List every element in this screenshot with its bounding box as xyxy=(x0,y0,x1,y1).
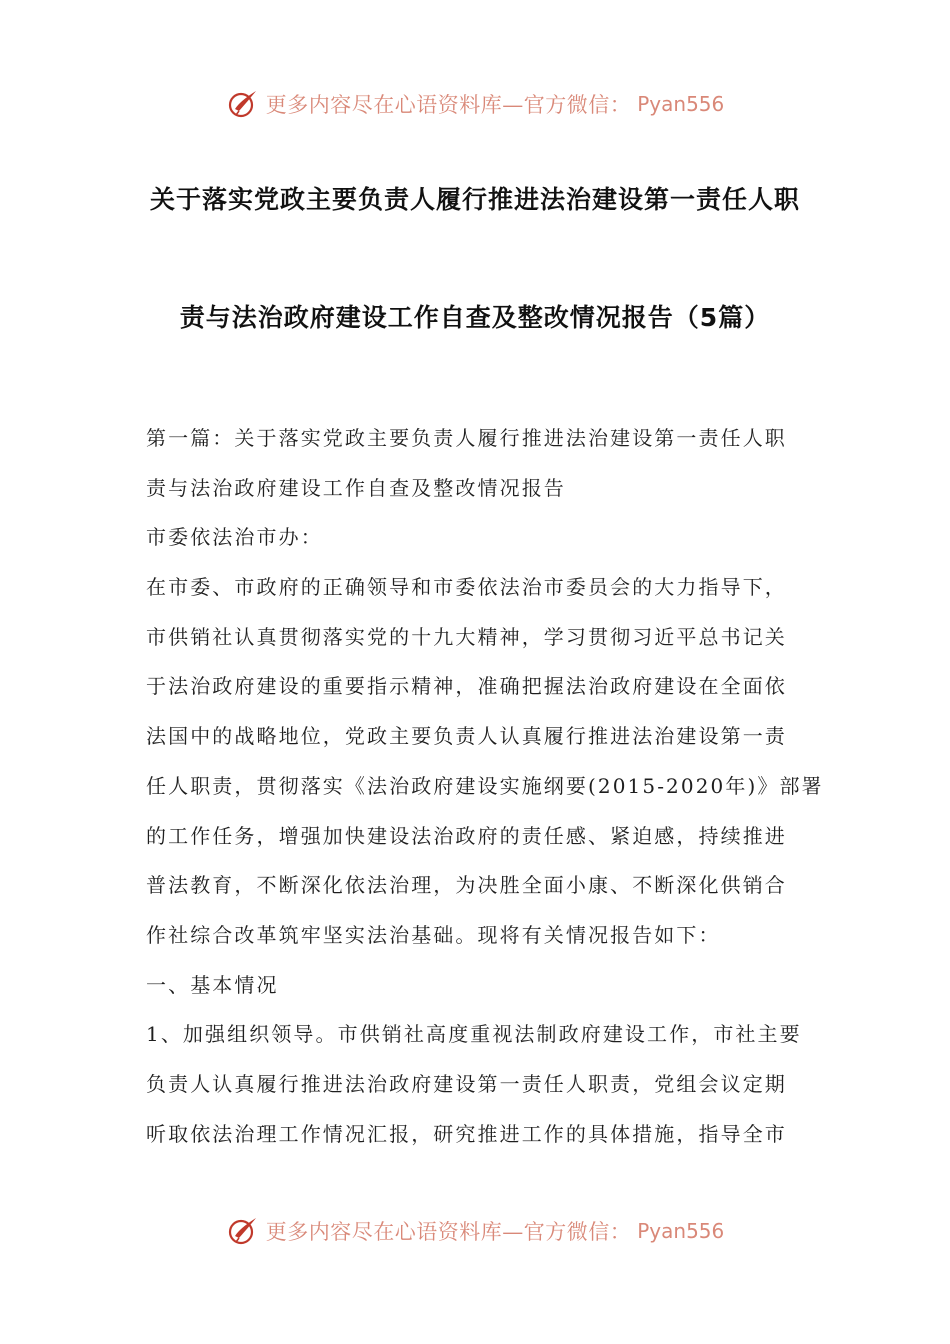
body-line: 市供销社认真贯彻落实党的十九大精神，学习贯彻习近平总书记关 xyxy=(146,624,787,649)
body-line: 的工作任务，增强加快建设法治政府的责任感、紧迫感，持续推进 xyxy=(146,823,787,848)
banner-text: 更多内容尽在心语资料库—官方微信： xyxy=(265,93,632,117)
body-line: 负责人认真履行推进法治政府建设第一责任人职责，党组会议定期 xyxy=(146,1071,787,1096)
body-line: 第一篇：关于落实党政主要负责人履行推进法治建设第一责任人职 xyxy=(146,426,787,450)
document-body xyxy=(146,420,824,1165)
body-line: 听取依法治理工作情况汇报，研究推进工作的具体措施，指导全市 xyxy=(146,1121,787,1146)
footer-watermark-banner xyxy=(0,1209,950,1253)
quill-pen-in-circle-icon xyxy=(226,87,260,121)
body-line: 任人职责，贯彻落实《法治政府建设实施纲要(2015-2020年)》部署 xyxy=(146,773,824,798)
body-line: 普法教育，不断深化依法治理，为决胜全面小康、不断深化供销合 xyxy=(146,873,787,898)
body-line: 法国中的战略地位，党政主要负责人认真履行推进法治建设第一责 xyxy=(146,724,787,749)
body-line: 1、加强组织领导。市供销社高度重视法制政府建设工作，市社主要 xyxy=(146,1022,802,1047)
document-title-line-2: 责与法治政府建设工作自查及整改情况报告（5篇） xyxy=(179,303,771,332)
body-line: 作社综合改革筑牢坚实法治基础。现将有关情况报告如下： xyxy=(146,922,721,947)
body-line: 在市委、市政府的正确领导和市委依法治市委员会的大力指导下， xyxy=(146,575,787,600)
header-watermark-banner xyxy=(0,82,950,126)
section-heading: 一、基本情况 xyxy=(146,972,279,997)
quill-pen-in-circle-icon xyxy=(226,1214,260,1248)
banner-wechat-handle: Pyan556 xyxy=(637,92,725,116)
banner-wechat-handle: Pyan556 xyxy=(637,1219,725,1243)
body-line: 市委依法治市办： xyxy=(146,525,323,550)
body-line: 于法治政府建设的重要指示精神，准确把握法治政府建设在全面依 xyxy=(146,674,787,699)
body-line: 责与法治政府建设工作自查及整改情况报告 xyxy=(146,475,566,500)
document-title-line-1: 关于落实党政主要负责人履行推进法治建设第一责任人职 xyxy=(149,185,800,214)
banner-text: 更多内容尽在心语资料库—官方微信： xyxy=(265,1220,632,1244)
